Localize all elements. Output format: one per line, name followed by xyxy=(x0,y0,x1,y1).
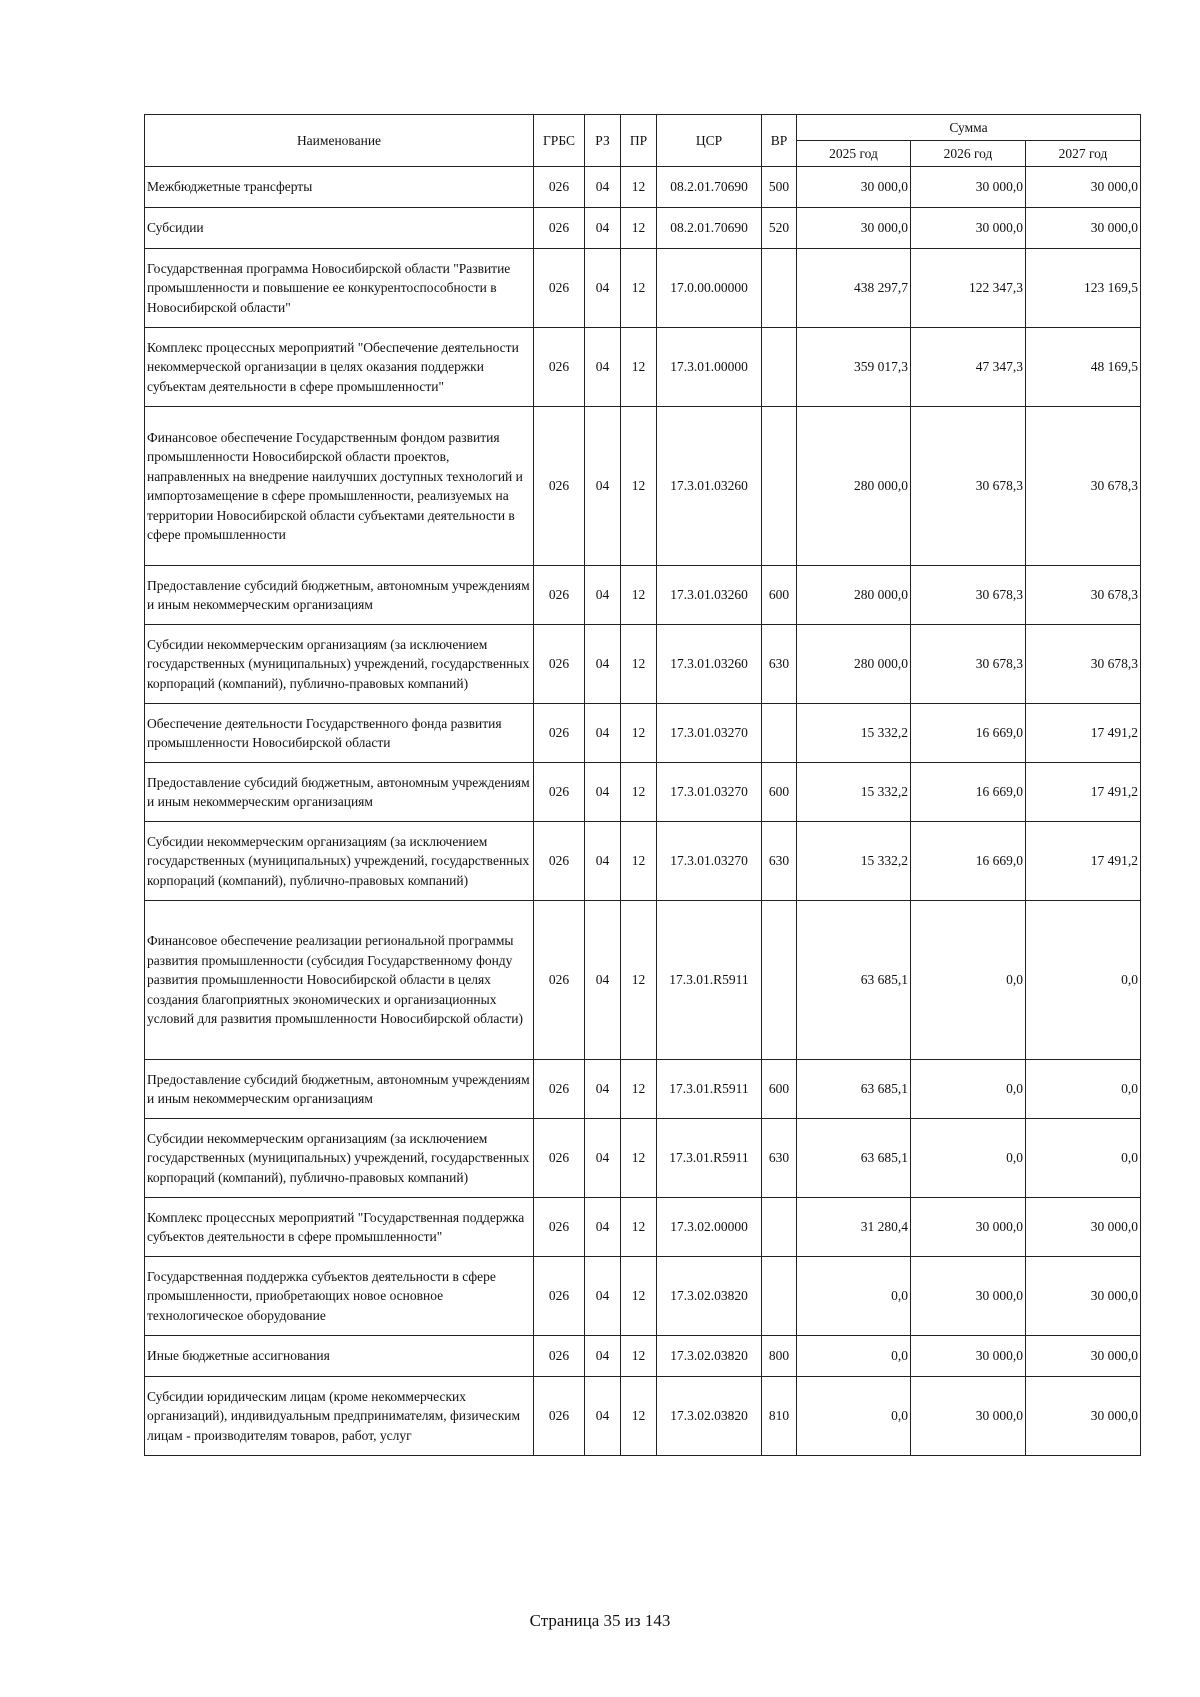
vr-cell: 810 xyxy=(762,1377,797,1456)
csr-cell: 17.3.01.R5911 xyxy=(657,901,762,1060)
csr-cell: 17.3.01.03260 xyxy=(657,566,762,625)
csr-cell: 08.2.01.70690 xyxy=(657,208,762,249)
table-row xyxy=(145,328,1141,407)
amount-2027-cell: 30 000,0 xyxy=(1026,1257,1141,1336)
amount-2025-cell: 280 000,0 xyxy=(797,625,911,704)
csr-cell: 17.3.02.03820 xyxy=(657,1336,762,1377)
grbs-cell: 026 xyxy=(534,1119,585,1198)
csr-cell: 17.3.02.03820 xyxy=(657,1257,762,1336)
csr-cell: 17.0.00.00000 xyxy=(657,249,762,328)
vr-cell: 630 xyxy=(762,822,797,901)
table-row xyxy=(145,208,1141,249)
pr-cell: 12 xyxy=(621,407,657,566)
amount-2027-cell: 30 000,0 xyxy=(1026,1198,1141,1257)
amount-2027-cell: 30 000,0 xyxy=(1026,1377,1141,1456)
header-grbs: ГРБС xyxy=(534,115,585,167)
amount-2027-cell: 30 678,3 xyxy=(1026,625,1141,704)
amount-2025-cell: 0,0 xyxy=(797,1336,911,1377)
table-row xyxy=(145,566,1141,625)
vr-cell xyxy=(762,407,797,566)
row-name-cell: Межбюджетные трансферты xyxy=(145,167,534,208)
header-year-2027: 2027 год xyxy=(1026,141,1141,167)
table-row xyxy=(145,1377,1141,1456)
amount-2025-cell: 438 297,7 xyxy=(797,249,911,328)
row-name-cell: Предоставление субсидий бюджетным, автономным учреждениям и иным некоммерческим организациям xyxy=(145,1060,534,1119)
table-row xyxy=(145,901,1141,1060)
vr-cell: 600 xyxy=(762,566,797,625)
amount-2026-cell: 47 347,3 xyxy=(911,328,1026,407)
rz-cell: 04 xyxy=(585,763,621,822)
vr-cell xyxy=(762,901,797,1060)
rz-cell: 04 xyxy=(585,901,621,1060)
pr-cell: 12 xyxy=(621,763,657,822)
amount-2027-cell: 30 678,3 xyxy=(1026,566,1141,625)
row-name-cell: Субсидии юридическим лицам (кроме некоммерческих организаций), индивидуальным предпринимателям, физическим лицам - производителям товаров, работ, услуг xyxy=(145,1377,534,1456)
rz-cell: 04 xyxy=(585,1060,621,1119)
row-name-cell: Государственная поддержка субъектов деятельности в сфере промышленности, приобретающих новое основное технологическое оборудование xyxy=(145,1257,534,1336)
grbs-cell: 026 xyxy=(534,901,585,1060)
row-name-cell: Субсидии некоммерческим организациям (за исключением государственных (муниципальных) учреждений, государственных корпораций (компаний), публично-правовых компаний) xyxy=(145,625,534,704)
row-name-cell: Предоставление субсидий бюджетным, автономным учреждениям и иным некоммерческим организациям xyxy=(145,566,534,625)
pr-cell: 12 xyxy=(621,901,657,1060)
rz-cell: 04 xyxy=(585,249,621,328)
csr-cell: 17.3.01.03260 xyxy=(657,625,762,704)
header-pr: ПР xyxy=(621,115,657,167)
amount-2025-cell: 31 280,4 xyxy=(797,1198,911,1257)
rz-cell: 04 xyxy=(585,822,621,901)
table-row xyxy=(145,249,1141,328)
header-name: Наименование xyxy=(145,115,534,167)
grbs-cell: 026 xyxy=(534,1257,585,1336)
amount-2026-cell: 30 000,0 xyxy=(911,1336,1026,1377)
table-row xyxy=(145,1198,1141,1257)
header-vr: ВР xyxy=(762,115,797,167)
table-row xyxy=(145,822,1141,901)
grbs-cell: 026 xyxy=(534,1336,585,1377)
rz-cell: 04 xyxy=(585,328,621,407)
vr-cell xyxy=(762,1198,797,1257)
table-row xyxy=(145,167,1141,208)
amount-2027-cell: 17 491,2 xyxy=(1026,763,1141,822)
table-row xyxy=(145,625,1141,704)
amount-2025-cell: 30 000,0 xyxy=(797,208,911,249)
table-row xyxy=(145,763,1141,822)
amount-2025-cell: 0,0 xyxy=(797,1377,911,1456)
grbs-cell: 026 xyxy=(534,566,585,625)
row-name-cell: Комплекс процессных мероприятий "Государственная поддержка субъектов деятельности в сфере промышленности" xyxy=(145,1198,534,1257)
amount-2026-cell: 30 678,3 xyxy=(911,625,1026,704)
amount-2026-cell: 30 678,3 xyxy=(911,407,1026,566)
grbs-cell: 026 xyxy=(534,167,585,208)
amount-2027-cell: 0,0 xyxy=(1026,1060,1141,1119)
amount-2025-cell: 0,0 xyxy=(797,1257,911,1336)
rz-cell: 04 xyxy=(585,1336,621,1377)
pr-cell: 12 xyxy=(621,704,657,763)
table-row xyxy=(145,1119,1141,1198)
rz-cell: 04 xyxy=(585,1257,621,1336)
rz-cell: 04 xyxy=(585,1377,621,1456)
amount-2027-cell: 123 169,5 xyxy=(1026,249,1141,328)
pr-cell: 12 xyxy=(621,328,657,407)
amount-2027-cell: 48 169,5 xyxy=(1026,328,1141,407)
amount-2026-cell: 30 000,0 xyxy=(911,1257,1026,1336)
row-name-cell: Иные бюджетные ассигнования xyxy=(145,1336,534,1377)
table-row xyxy=(145,1257,1141,1336)
amount-2027-cell: 30 000,0 xyxy=(1026,167,1141,208)
amount-2025-cell: 63 685,1 xyxy=(797,1060,911,1119)
pr-cell: 12 xyxy=(621,208,657,249)
amount-2025-cell: 15 332,2 xyxy=(797,763,911,822)
amount-2025-cell: 280 000,0 xyxy=(797,566,911,625)
csr-cell: 17.3.01.03270 xyxy=(657,763,762,822)
amount-2026-cell: 0,0 xyxy=(911,901,1026,1060)
table-row xyxy=(145,1060,1141,1119)
csr-cell: 17.3.01.03270 xyxy=(657,822,762,901)
amount-2027-cell: 17 491,2 xyxy=(1026,704,1141,763)
grbs-cell: 026 xyxy=(534,822,585,901)
row-name-cell: Предоставление субсидий бюджетным, автономным учреждениям и иным некоммерческим организациям xyxy=(145,763,534,822)
grbs-cell: 026 xyxy=(534,704,585,763)
grbs-cell: 026 xyxy=(534,1377,585,1456)
amount-2026-cell: 16 669,0 xyxy=(911,822,1026,901)
vr-cell: 520 xyxy=(762,208,797,249)
amount-2026-cell: 30 000,0 xyxy=(911,1198,1026,1257)
grbs-cell: 026 xyxy=(534,1198,585,1257)
rz-cell: 04 xyxy=(585,208,621,249)
header-year-2025: 2025 год xyxy=(797,141,911,167)
vr-cell: 630 xyxy=(762,625,797,704)
vr-cell: 600 xyxy=(762,763,797,822)
pr-cell: 12 xyxy=(621,625,657,704)
budget-table xyxy=(144,114,1141,1456)
row-name-cell: Комплекс процессных мероприятий "Обеспечение деятельности некоммерческой организации в целях оказания поддержки субъектам деятельности в сфере промышленности" xyxy=(145,328,534,407)
amount-2027-cell: 17 491,2 xyxy=(1026,822,1141,901)
vr-cell: 630 xyxy=(762,1119,797,1198)
amount-2027-cell: 30 000,0 xyxy=(1026,1336,1141,1377)
vr-cell: 500 xyxy=(762,167,797,208)
amount-2027-cell: 30 678,3 xyxy=(1026,407,1141,566)
amount-2026-cell: 30 000,0 xyxy=(911,167,1026,208)
page-number: Страница 35 из 143 xyxy=(529,1611,671,1630)
table-row xyxy=(145,407,1141,566)
pr-cell: 12 xyxy=(621,1060,657,1119)
amount-2025-cell: 63 685,1 xyxy=(797,1119,911,1198)
row-name-cell: Финансовое обеспечение реализации региональной программы развития промышленности (субсидия Государственному фонду развития промышленности Новосибирской области в целях создания благоприятных экономических и организационных условий для развития промышленности Новосибирской области) xyxy=(145,901,534,1060)
header-csr: ЦСР xyxy=(657,115,762,167)
amount-2027-cell: 30 000,0 xyxy=(1026,208,1141,249)
rz-cell: 04 xyxy=(585,625,621,704)
grbs-cell: 026 xyxy=(534,1060,585,1119)
pr-cell: 12 xyxy=(621,1198,657,1257)
csr-cell: 17.3.02.00000 xyxy=(657,1198,762,1257)
grbs-cell: 026 xyxy=(534,763,585,822)
header-sum: Сумма xyxy=(797,115,1141,141)
amount-2025-cell: 15 332,2 xyxy=(797,704,911,763)
amount-2026-cell: 16 669,0 xyxy=(911,763,1026,822)
header-year-2026: 2026 год xyxy=(911,141,1026,167)
pr-cell: 12 xyxy=(621,1336,657,1377)
row-name-cell: Обеспечение деятельности Государственного фонда развития промышленности Новосибирской области xyxy=(145,704,534,763)
header-rz: РЗ xyxy=(585,115,621,167)
csr-cell: 08.2.01.70690 xyxy=(657,167,762,208)
amount-2026-cell: 30 678,3 xyxy=(911,566,1026,625)
rz-cell: 04 xyxy=(585,167,621,208)
amount-2026-cell: 0,0 xyxy=(911,1119,1026,1198)
grbs-cell: 026 xyxy=(534,249,585,328)
vr-cell: 600 xyxy=(762,1060,797,1119)
pr-cell: 12 xyxy=(621,822,657,901)
row-name-cell: Государственная программа Новосибирской области "Развитие промышленности и повышение ее конкурентоспособности в Новосибирской области" xyxy=(145,249,534,328)
row-name-cell: Субсидии xyxy=(145,208,534,249)
grbs-cell: 026 xyxy=(534,208,585,249)
rz-cell: 04 xyxy=(585,566,621,625)
row-name-cell: Субсидии некоммерческим организациям (за исключением государственных (муниципальных) учреждений, государственных корпораций (компаний), публично-правовых компаний) xyxy=(145,822,534,901)
table-row xyxy=(145,704,1141,763)
grbs-cell: 026 xyxy=(534,407,585,566)
csr-cell: 17.3.01.00000 xyxy=(657,328,762,407)
vr-cell xyxy=(762,328,797,407)
amount-2025-cell: 63 685,1 xyxy=(797,901,911,1060)
rz-cell: 04 xyxy=(585,407,621,566)
amount-2025-cell: 30 000,0 xyxy=(797,167,911,208)
rz-cell: 04 xyxy=(585,1119,621,1198)
pr-cell: 12 xyxy=(621,249,657,328)
csr-cell: 17.3.01.03260 xyxy=(657,407,762,566)
rz-cell: 04 xyxy=(585,704,621,763)
vr-cell: 800 xyxy=(762,1336,797,1377)
vr-cell xyxy=(762,1257,797,1336)
rz-cell: 04 xyxy=(585,1198,621,1257)
row-name-cell: Финансовое обеспечение Государственным фондом развития промышленности Новосибирской области проектов, направленных на внедрение наилучших доступных технологий и импортозамещение в сфере промышленности, реализуемых на территории Новосибирской области субъектами деятельности в сфере промышленности xyxy=(145,407,534,566)
pr-cell: 12 xyxy=(621,1119,657,1198)
pr-cell: 12 xyxy=(621,1377,657,1456)
amount-2026-cell: 30 000,0 xyxy=(911,208,1026,249)
pr-cell: 12 xyxy=(621,167,657,208)
amount-2027-cell: 0,0 xyxy=(1026,901,1141,1060)
csr-cell: 17.3.01.R5911 xyxy=(657,1060,762,1119)
amount-2026-cell: 30 000,0 xyxy=(911,1377,1026,1456)
vr-cell xyxy=(762,249,797,328)
amount-2027-cell: 0,0 xyxy=(1026,1119,1141,1198)
amount-2025-cell: 280 000,0 xyxy=(797,407,911,566)
pr-cell: 12 xyxy=(621,1257,657,1336)
row-name-cell: Субсидии некоммерческим организациям (за исключением государственных (муниципальных) учреждений, государственных корпораций (компаний), публично-правовых компаний) xyxy=(145,1119,534,1198)
table-body xyxy=(145,167,1141,1456)
amount-2026-cell: 16 669,0 xyxy=(911,704,1026,763)
vr-cell xyxy=(762,704,797,763)
grbs-cell: 026 xyxy=(534,328,585,407)
grbs-cell: 026 xyxy=(534,625,585,704)
table-row xyxy=(145,1336,1141,1377)
amount-2026-cell: 122 347,3 xyxy=(911,249,1026,328)
csr-cell: 17.3.01.R5911 xyxy=(657,1119,762,1198)
pr-cell: 12 xyxy=(621,566,657,625)
amount-2025-cell: 359 017,3 xyxy=(797,328,911,407)
csr-cell: 17.3.01.03270 xyxy=(657,704,762,763)
amount-2025-cell: 15 332,2 xyxy=(797,822,911,901)
amount-2026-cell: 0,0 xyxy=(911,1060,1026,1119)
csr-cell: 17.3.02.03820 xyxy=(657,1377,762,1456)
